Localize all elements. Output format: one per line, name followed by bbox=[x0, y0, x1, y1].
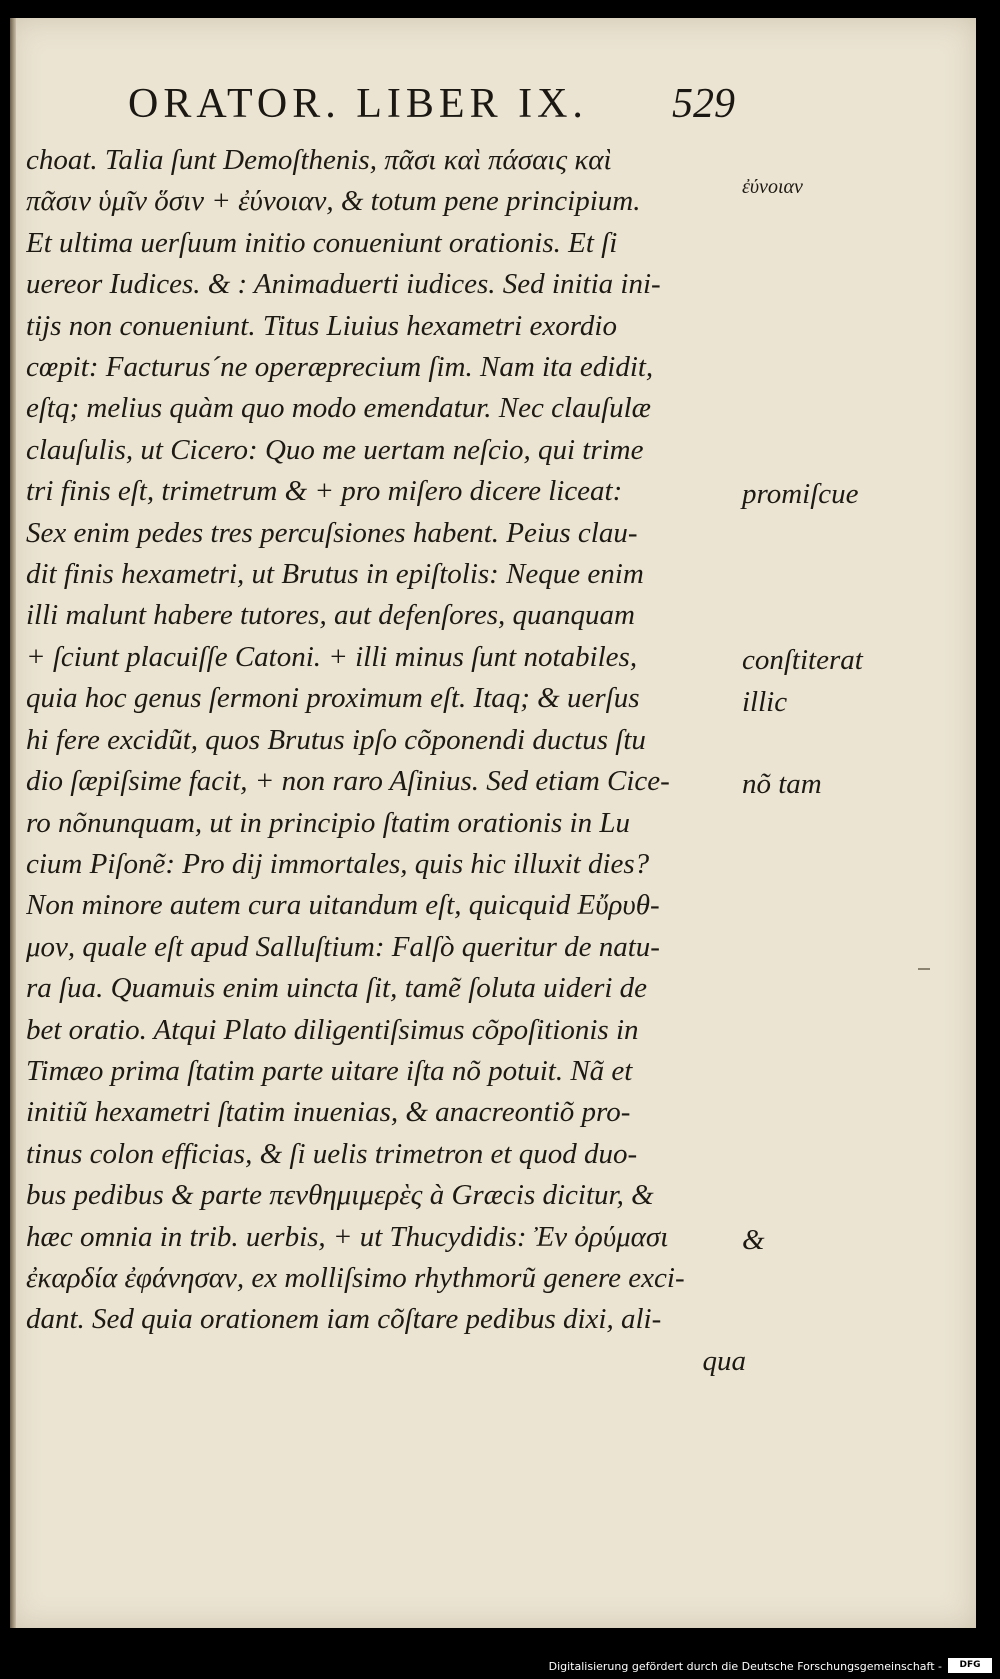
text-line: bus pedibus & parte πενθημιμερὲς à Græcis dicitur, & bbox=[26, 1179, 654, 1212]
text-line: hi fere excidũt, quos Brutus ipſo cõponendi ductus ſtu bbox=[26, 723, 646, 756]
text-line: + ſciunt placuiſſe Catoni. + illi minus ſunt notabiles, bbox=[26, 640, 638, 673]
page-gutter-shadow bbox=[10, 18, 16, 1628]
text-line: choat. Talia ſunt Demoſthenis, πᾶσι καὶ πάσαις καὶ bbox=[26, 144, 612, 176]
digitization-credit: Digitalisierung gefördert durch die Deutsche Forschungsgemeinschaft - bbox=[548, 1660, 942, 1673]
text-line: Timæo prima ſtatim parte uitare iſta nõ potuit. Nã et bbox=[26, 1054, 633, 1087]
running-title: ORATOR. LIBER IX. bbox=[128, 81, 588, 127]
page-number: 529 bbox=[672, 81, 735, 127]
catchword: qua bbox=[702, 1344, 746, 1377]
text-line: uereor Iudices. & : Animaduerti iudices. Sed initia ini- bbox=[26, 268, 661, 301]
body-text bbox=[26, 140, 746, 1382]
text-line: Sex enim pedes tres percuſsiones habent. Peius clau- bbox=[26, 516, 638, 549]
text-line: initiũ hexametri ſtatim inuenias, & anacreontiõ pro- bbox=[26, 1096, 631, 1129]
text-line: cœpit: Facturus´ne operæprecium ſim. Nam ita edidit, bbox=[26, 351, 654, 384]
text-line: dant. Sed quia orationem iam cõſtare pedibus dixi, ali- bbox=[26, 1303, 662, 1336]
margin-note: nõ tam bbox=[742, 768, 822, 800]
text-line: Et ultima uerſuum initio conueniunt orationis. Et ſi bbox=[26, 226, 618, 259]
dfg-logo: DFG bbox=[948, 1658, 992, 1673]
text-line: bet oratio. Atqui Plato diligentiſsimus cõpoſitionis in bbox=[26, 1013, 639, 1046]
text-line: ro nõnunquam, ut in principio ſtatim orationis in Lu bbox=[26, 806, 630, 839]
text-line: quia hoc genus ſermoni proximum eſt. Itaq; & uerſus bbox=[26, 682, 640, 715]
text-line: dio ſæpiſsime facit, + non raro Aſinius. Sed etiam Cice- bbox=[26, 765, 670, 798]
text-line: clauſulis, ut Cicero: Quo me uertam neſcio, qui trime bbox=[26, 433, 644, 466]
text-line: Non minore autem cura uitandum eſt, quicquid Εὔρυθ- bbox=[26, 889, 660, 922]
text-line: ἐκαρδία ἐφάνησαν, ex molliſsimo rhythmorũ genere exci- bbox=[26, 1261, 685, 1294]
margin-note: illic bbox=[742, 686, 788, 718]
text-line: hæc omnia in trib. uerbis, + ut Thucydidis: Ἐν ὀρύμασι bbox=[26, 1220, 669, 1253]
margin-note: ἐύνοιαν bbox=[742, 176, 803, 198]
text-line: ra ſua. Quamuis enim uincta ſit, tamẽ ſoluta uideri de bbox=[26, 972, 648, 1005]
text-line: μον, quale eſt apud Salluſtium: Falſò queritur de natu- bbox=[26, 930, 660, 963]
text-line: tinus colon efficias, & ſi uelis trimetron et quod duo- bbox=[26, 1137, 638, 1170]
text-line: tijs non conueniunt. Titus Liuius hexametri exordio bbox=[26, 309, 617, 342]
margin-note: conſtiterat bbox=[742, 644, 863, 676]
margin-note: promiſcue bbox=[742, 478, 859, 510]
text-line: eſtq; melius quàm quo modo emendatur. Nec clauſulæ bbox=[26, 392, 652, 425]
text-line: dit finis hexametri, ut Brutus in epiſtolis: Neque enim bbox=[26, 558, 644, 591]
text-line: πᾶσιν ὑμῖν ὅσιν + ἐύνοιαν, & totum pene principium. bbox=[26, 185, 641, 218]
text-line: illi malunt habere tutores, aut defenſores, quanquam bbox=[26, 599, 635, 632]
text-line: tri finis eſt, trimetrum & + pro miſero dicere liceat: bbox=[26, 475, 623, 508]
margin-mark bbox=[918, 968, 930, 970]
text-line: cium Piſonẽ: Pro dij immortales, quis hic illuxit dies? bbox=[26, 847, 650, 880]
margin-note: & bbox=[742, 1224, 765, 1256]
